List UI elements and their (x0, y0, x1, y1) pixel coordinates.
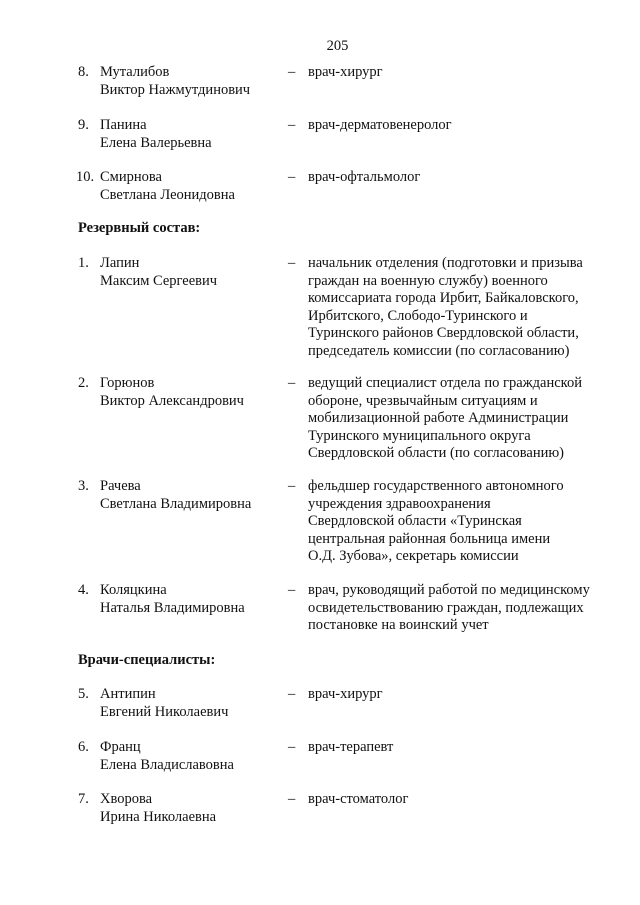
item-number: 3. (78, 478, 89, 494)
person-name (100, 582, 285, 617)
given-names: Ирина Николаевна (100, 808, 217, 825)
dash: – (288, 791, 296, 807)
surname: Хворова (100, 791, 153, 807)
position-line: обороне, чрезвычайным ситуациям и (308, 392, 538, 409)
person-name (100, 791, 285, 826)
given-names: Елена Владиславовна (100, 756, 234, 773)
position-line: врач-дерматовенеролог (308, 117, 452, 133)
position (308, 791, 608, 809)
position (308, 255, 608, 360)
page-number: 205 (326, 38, 349, 54)
position-line: врач-хирург (308, 686, 383, 702)
position-line: граждан на военную службу) военного (308, 272, 548, 289)
person-name (100, 255, 285, 290)
dash: – (288, 375, 296, 391)
position (308, 478, 608, 566)
position-line: врач-стоматолог (308, 791, 409, 807)
position-line: Туринского районов Свердловской области, (308, 325, 579, 341)
given-names: Виктор Александрович (100, 392, 244, 409)
item-number: 9. (78, 117, 89, 133)
person-name (100, 117, 285, 152)
position-line: постановке на воинский учет (308, 617, 489, 633)
position-line: Свердловской области (по согласованию) (308, 445, 565, 461)
dash: – (288, 686, 296, 702)
position-line: центральная районная больница имени (308, 530, 551, 547)
given-names: Светлана Леонидовна (100, 186, 235, 203)
position (308, 375, 608, 463)
dash: – (288, 169, 296, 185)
item-number: 8. (78, 64, 89, 80)
dash: – (288, 582, 296, 598)
position-line: Туринского муниципального округа (308, 427, 531, 444)
given-names: Максим Сергеевич (100, 272, 218, 289)
surname: Рачева (100, 478, 141, 494)
dash: – (288, 478, 296, 494)
surname: Антипин (100, 686, 156, 702)
position-line: ведущий специалист отдела по гражданской (308, 375, 582, 391)
position-line: Свердловской области «Туринская (308, 513, 522, 529)
given-names: Евгений Николаевич (100, 703, 229, 720)
person-name (100, 478, 285, 513)
position-line: председатель комиссии (по согласованию) (308, 342, 570, 359)
person-name (100, 375, 285, 410)
dash: – (288, 64, 296, 80)
position-line: освидетельствованию граждан, подлежащих (308, 599, 584, 616)
item-number: 4. (78, 582, 89, 598)
item-number: 10. (76, 169, 95, 185)
position-line: О.Д. Зубова», секретарь комиссии (308, 548, 519, 564)
person-name (100, 64, 285, 99)
item-number: 1. (78, 255, 89, 271)
surname: Панина (100, 117, 147, 133)
section-heading-reserve: Резервный состав: (78, 220, 201, 236)
item-number: 2. (78, 375, 89, 391)
surname: Горюнов (100, 375, 155, 391)
position (308, 739, 608, 757)
position-line: начальник отделения (подготовки и призыва (308, 255, 583, 271)
position (308, 582, 608, 635)
position (308, 686, 608, 704)
position-line: врач-офтальмолог (308, 169, 421, 185)
surname: Муталибов (100, 64, 170, 80)
section-heading-specialists: Врачи-специалисты: (78, 652, 216, 668)
item-number: 7. (78, 791, 89, 807)
position-line: учреждения здравоохранения (308, 495, 491, 512)
position-line: мобилизационной работе Администрации (308, 410, 569, 426)
item-number: 5. (78, 686, 89, 702)
position (308, 169, 608, 187)
given-names: Елена Валерьевна (100, 134, 212, 151)
position-line: врач-хирург (308, 64, 383, 80)
given-names: Светлана Владимировна (100, 495, 252, 512)
given-names: Виктор Нажмутдинович (100, 81, 251, 98)
position-line: врач, руководящий работой по медицинскому (308, 582, 590, 598)
dash: – (288, 255, 296, 271)
dash: – (288, 739, 296, 755)
position-line: врач-терапевт (308, 739, 394, 755)
position-line: комиссариата города Ирбит, Байкаловского, (308, 290, 579, 306)
position (308, 64, 608, 82)
position (308, 117, 608, 135)
surname: Лапин (100, 255, 140, 271)
dash: – (288, 117, 296, 133)
person-name (100, 169, 285, 204)
given-names: Наталья Владимировна (100, 599, 245, 616)
item-number: 6. (78, 739, 89, 755)
surname: Франц (100, 739, 141, 755)
surname: Коляцкина (100, 582, 167, 598)
person-name (100, 739, 285, 774)
person-name (100, 686, 285, 721)
surname: Смирнова (100, 169, 162, 185)
position-line: фельдшер государственного автономного (308, 478, 564, 494)
position-line: Ирбитского, Слободо-Туринского и (308, 307, 528, 324)
